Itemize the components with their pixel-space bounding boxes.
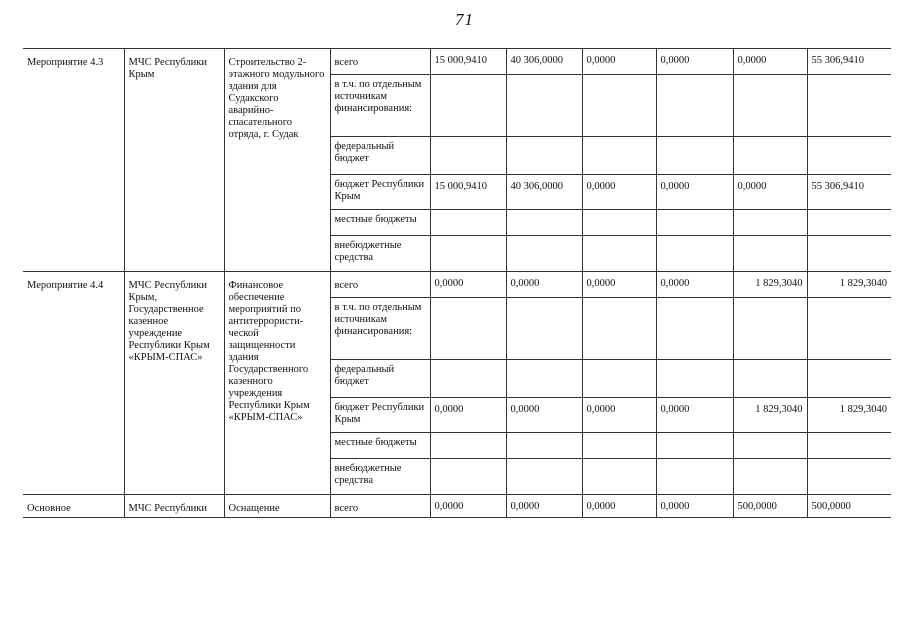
page-number: 71 [455, 10, 474, 29]
value-cell: 0,0000 [656, 495, 733, 518]
financing-table [23, 48, 891, 518]
source-label-cell: бюджет Республики Крым [330, 175, 430, 210]
value-cell [582, 298, 656, 360]
value-cell: 1 829,3040 [807, 398, 891, 433]
value-cell: 1 829,3040 [733, 272, 807, 298]
value-cell [656, 459, 733, 495]
value-cell [582, 360, 656, 398]
source-label-cell: федеральный бюджет [330, 360, 430, 398]
value-cell [733, 459, 807, 495]
value-cell: 15 000,9410 [430, 49, 506, 75]
value-cell: 0,0000 [506, 398, 582, 433]
source-label-cell: внебюджетные средства [330, 459, 430, 495]
value-cell [807, 360, 891, 398]
executor-cell: МЧС Республики Крым [124, 49, 224, 272]
value-cell: 0,0000 [430, 398, 506, 433]
value-cell [430, 236, 506, 272]
value-cell: 0,0000 [582, 398, 656, 433]
value-cell: 0,0000 [582, 495, 656, 518]
source-label-cell: в т.ч. по отдельным источникам финансирования: [330, 298, 430, 360]
value-cell [807, 298, 891, 360]
source-label-cell: всего [330, 272, 430, 298]
value-cell: 0,0000 [582, 272, 656, 298]
value-cell [506, 137, 582, 175]
value-cell: 0,0000 [656, 49, 733, 75]
value-cell: 0,0000 [733, 49, 807, 75]
value-cell [582, 459, 656, 495]
event-name-cell: Строительство 2-этажного модульного здания для Судакского аварийно-спасательного отряда, г. Судак [224, 49, 330, 272]
value-cell: 0,0000 [656, 175, 733, 210]
value-cell [582, 433, 656, 459]
value-cell [430, 459, 506, 495]
value-cell: 0,0000 [430, 272, 506, 298]
value-cell [807, 210, 891, 236]
value-cell [807, 236, 891, 272]
value-cell [807, 459, 891, 495]
value-cell: 0,0000 [656, 398, 733, 433]
value-cell: 55 306,9410 [807, 175, 891, 210]
value-cell [582, 210, 656, 236]
value-cell: 500,0000 [733, 495, 807, 518]
value-cell: 0,0000 [582, 49, 656, 75]
value-cell [506, 433, 582, 459]
value-cell [506, 236, 582, 272]
value-cell [430, 137, 506, 175]
value-cell [733, 433, 807, 459]
event-name-cell: Оснащение [224, 495, 330, 518]
value-cell [656, 360, 733, 398]
value-cell [582, 236, 656, 272]
value-cell: 55 306,9410 [807, 49, 891, 75]
value-cell [656, 75, 733, 137]
value-cell [506, 75, 582, 137]
source-label-cell: всего [330, 495, 430, 518]
source-label-cell: всего [330, 49, 430, 75]
source-label-cell: в т.ч. по отдельным источникам финансирования: [330, 75, 430, 137]
value-cell [656, 137, 733, 175]
event-name-cell: Финансовое обеспечение мероприятий по антитеррористи-ческой защищенности здания Государственного казенного учреждения Республики Крым «КРЫМ-СПАС» [224, 272, 330, 495]
event-cell: Мероприятие 4.3 [23, 49, 124, 272]
value-cell [656, 236, 733, 272]
executor-cell: МЧС Республики Крым, Государственное казенное учреждение Республики Крым «КРЫМ-СПАС» [124, 272, 224, 495]
value-cell [582, 75, 656, 137]
source-label-cell: внебюджетные средства [330, 236, 430, 272]
table-row [23, 495, 891, 518]
value-cell [656, 298, 733, 360]
value-cell [430, 360, 506, 398]
value-cell [807, 137, 891, 175]
value-cell: 40 306,0000 [506, 175, 582, 210]
value-cell [807, 433, 891, 459]
value-cell [506, 210, 582, 236]
value-cell [733, 75, 807, 137]
value-cell [430, 75, 506, 137]
source-label-cell: местные бюджеты [330, 433, 430, 459]
source-label-cell: местные бюджеты [330, 210, 430, 236]
table-body [23, 49, 891, 518]
value-cell: 0,0000 [430, 495, 506, 518]
table-row [23, 49, 891, 75]
value-cell: 1 829,3040 [807, 272, 891, 298]
value-cell [733, 210, 807, 236]
value-cell [733, 137, 807, 175]
value-cell [807, 75, 891, 137]
value-cell [582, 137, 656, 175]
value-cell: 0,0000 [582, 175, 656, 210]
value-cell: 500,0000 [807, 495, 891, 518]
value-cell: 40 306,0000 [506, 49, 582, 75]
table-row [23, 272, 891, 298]
value-cell [733, 236, 807, 272]
value-cell: 0,0000 [506, 495, 582, 518]
value-cell [506, 360, 582, 398]
value-cell [656, 210, 733, 236]
value-cell [733, 360, 807, 398]
source-label-cell: федеральный бюджет [330, 137, 430, 175]
value-cell [733, 298, 807, 360]
value-cell: 0,0000 [733, 175, 807, 210]
value-cell: 15 000,9410 [430, 175, 506, 210]
source-label-cell: бюджет Республики Крым [330, 398, 430, 433]
value-cell [656, 433, 733, 459]
value-cell: 0,0000 [506, 272, 582, 298]
value-cell: 1 829,3040 [733, 398, 807, 433]
event-cell: Основное [23, 495, 124, 518]
value-cell [430, 433, 506, 459]
value-cell [506, 459, 582, 495]
event-cell: Мероприятие 4.4 [23, 272, 124, 495]
value-cell [506, 298, 582, 360]
value-cell: 0,0000 [656, 272, 733, 298]
value-cell [430, 210, 506, 236]
value-cell [430, 298, 506, 360]
executor-cell: МЧС Республики [124, 495, 224, 518]
